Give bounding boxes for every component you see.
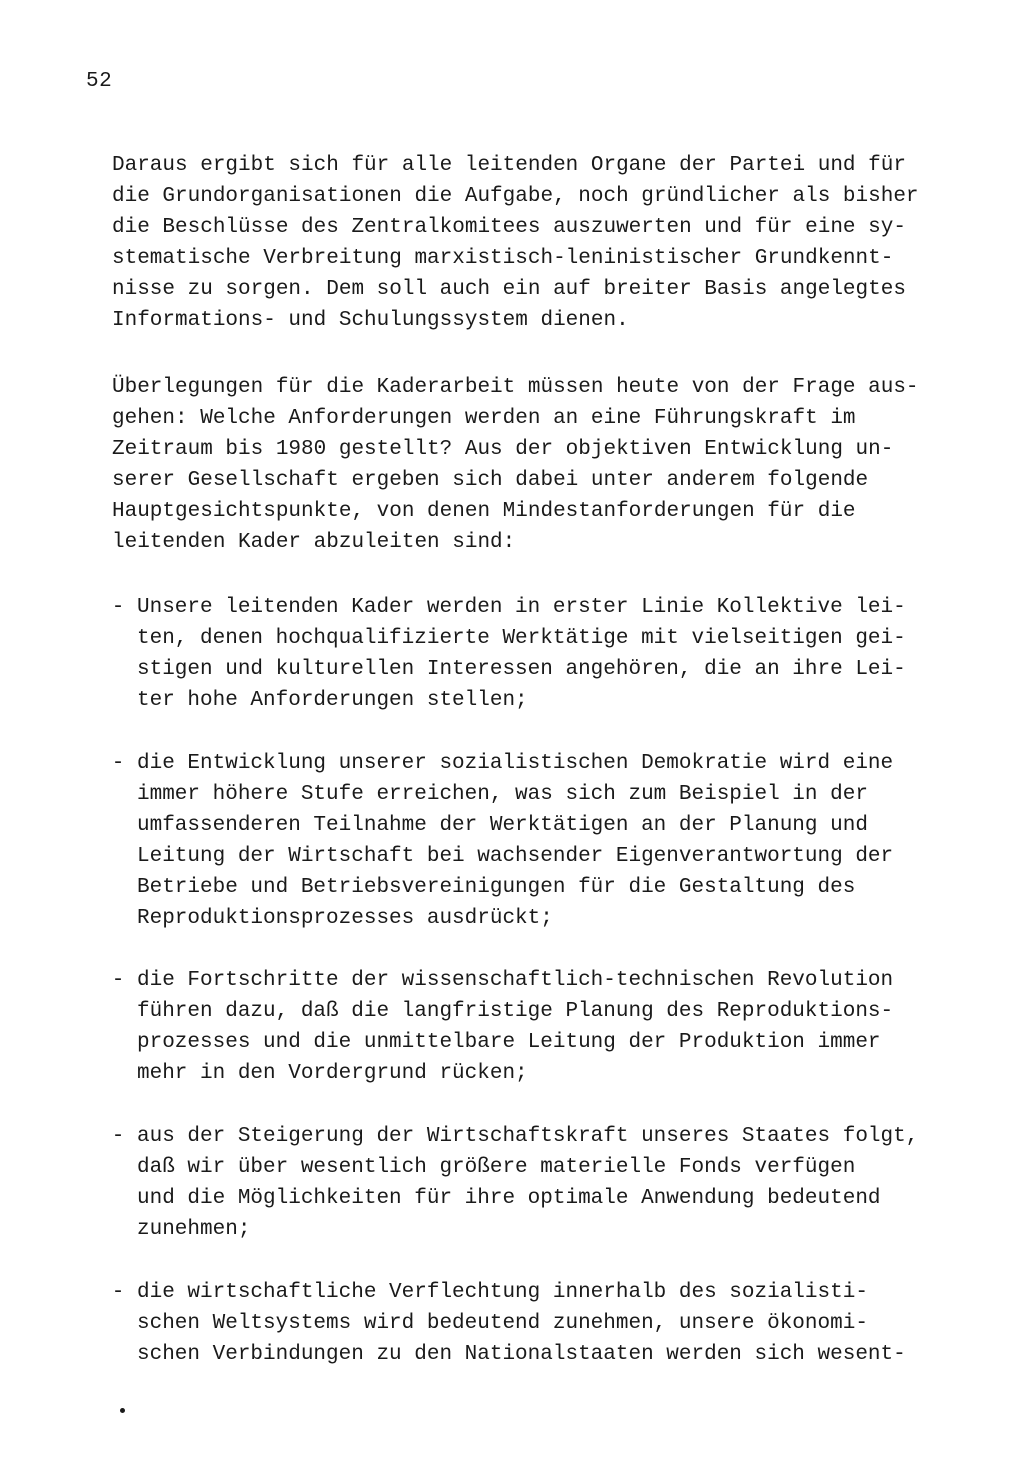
text-line: ter hohe Anforderungen stellen; — [137, 689, 528, 712]
text-line: Informations- und Schulungssystem dienen. — [112, 309, 629, 332]
bullet-dash: - — [111, 969, 125, 992]
text-line: die Entwicklung unserer sozialistischen Demokratie wird eine — [137, 752, 894, 775]
text-line: zunehmen; — [137, 1218, 251, 1241]
text-line: die Grundorganisationen die Aufgabe, noch gründlicher als bisher — [112, 185, 919, 208]
text-line: führen dazu, daß die langfristige Planung des Reproduktions- — [137, 1000, 894, 1023]
stray-dot-mark — [120, 1408, 125, 1413]
text-line: leitenden Kader abzuleiten sind: — [112, 531, 516, 554]
text-line: mehr in den Vordergrund rücken; — [137, 1062, 528, 1085]
text-line: daß wir über wesentlich größere materielle Fonds verfügen — [137, 1156, 856, 1179]
text-line: serer Gesellschaft ergeben sich dabei unter anderem folgende — [112, 469, 869, 492]
text-line: Reproduktionsprozesses ausdrückt; — [137, 907, 553, 930]
text-line: schen Weltsystems wird bedeutend zunehmen, unsere ökonomi- — [137, 1312, 868, 1335]
text-line: immer höhere Stufe erreichen, was sich zum Beispiel in der — [137, 783, 868, 806]
text-line: Zeitraum bis 1980 gestellt? Aus der objektiven Entwicklung un- — [112, 438, 894, 461]
text-line: die Beschlüsse des Zentralkomitees auszuwerten und für eine sy- — [112, 216, 906, 239]
page-number: 52 — [86, 70, 113, 93]
text-line: und die Möglichkeiten für ihre optimale Anwendung bedeutend — [137, 1187, 881, 1210]
text-line: die wirtschaftliche Verflechtung innerhalb des sozialisti- — [137, 1281, 868, 1304]
text-line: die Fortschritte der wissenschaftlich-technischen Revolution — [137, 969, 894, 992]
text-line: Betriebe und Betriebsvereinigungen für die Gestaltung des — [137, 876, 856, 899]
text-line: nisse zu sorgen. Dem soll auch ein auf breiter Basis angelegtes — [112, 278, 906, 301]
bullet-dash: - — [111, 752, 125, 775]
bullet-dash: - — [111, 1281, 125, 1304]
text-line: gehen: Welche Anforderungen werden an eine Führungskraft im — [112, 407, 856, 430]
text-line: aus der Steigerung der Wirtschaftskraft unseres Staates folgt, — [137, 1125, 919, 1148]
bullet-dash: - — [111, 1125, 125, 1148]
text-line: umfassenderen Teilnahme der Werktätigen an der Planung und — [137, 814, 868, 837]
text-line: Daraus ergibt sich für alle leitenden Organe der Partei und für — [112, 154, 906, 177]
text-line: prozesses und die unmittelbare Leitung der Produktion immer — [137, 1031, 881, 1054]
text-line: Hauptgesichtspunkte, von denen Mindestanforderungen für die — [112, 500, 856, 523]
text-line: Leitung der Wirtschaft bei wachsender Eigenverantwortung der — [137, 845, 894, 868]
text-line: Unsere leitenden Kader werden in erster Linie Kollektive lei- — [137, 596, 906, 619]
text-line: schen Verbindungen zu den Nationalstaaten werden sich wesent- — [137, 1343, 906, 1366]
text-line: stematische Verbreitung marxistisch-leninistischer Grundkennt- — [112, 247, 894, 270]
text-line: ten, denen hochqualifizierte Werktätige mit vielseitigen gei- — [137, 627, 906, 650]
text-line: stigen und kulturellen Interessen angehören, die an ihre Lei- — [137, 658, 906, 681]
text-line: Überlegungen für die Kaderarbeit müssen heute von der Frage aus- — [112, 376, 919, 399]
bullet-dash: - — [111, 596, 125, 619]
